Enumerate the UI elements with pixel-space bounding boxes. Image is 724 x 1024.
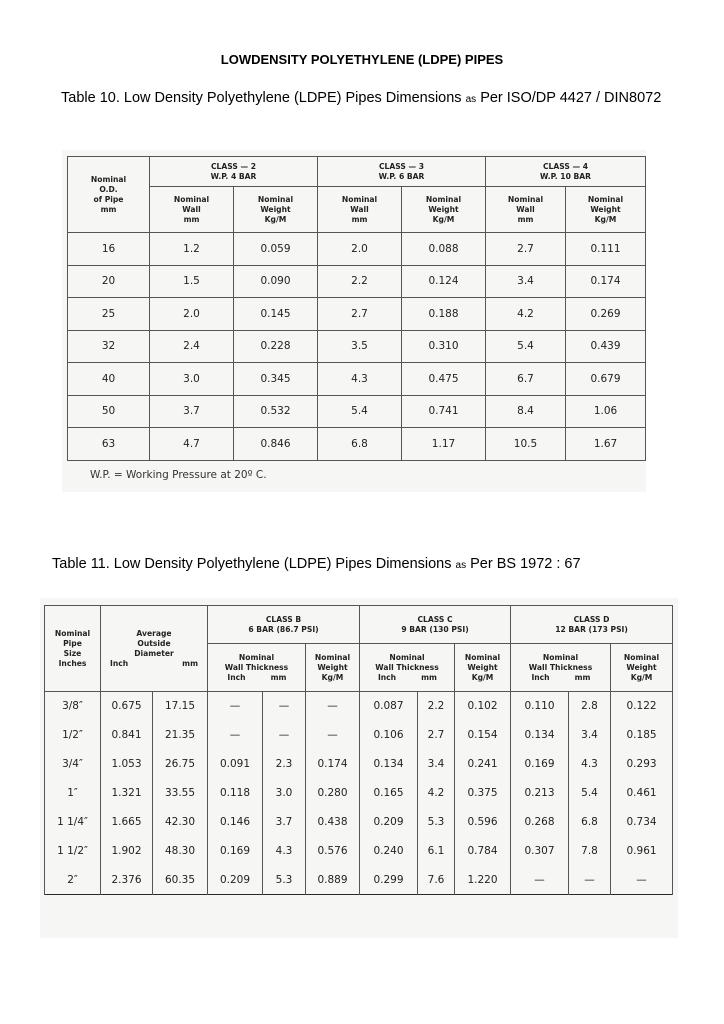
- table-cell: 0.461: [611, 779, 673, 808]
- table-cell: 2.3: [263, 750, 306, 779]
- table-row: [45, 866, 673, 895]
- table-row: [45, 779, 673, 808]
- table-cell: 17.15: [153, 692, 208, 721]
- table-cell: —: [306, 692, 360, 721]
- header-wall-thickness: Nominal Wall Thickness Inch mm: [360, 644, 455, 692]
- table-cell: 2.376: [101, 866, 153, 895]
- table-cell: 4.7: [150, 428, 234, 461]
- table-cell: 2.7: [318, 298, 402, 331]
- table11-caption-tail: Per BS 1972 : 67: [470, 556, 581, 572]
- table-cell: 0.124: [402, 265, 486, 298]
- table-cell: 40: [68, 363, 150, 396]
- table-cell: 2.7: [418, 721, 455, 750]
- table-cell: —: [306, 721, 360, 750]
- table-cell: 0.679: [566, 363, 646, 396]
- header-wall: Nominal Wall mm: [150, 187, 234, 233]
- table-cell: 0.209: [208, 866, 263, 895]
- table-cell: 25: [68, 298, 150, 331]
- table11-caption: [52, 556, 581, 572]
- table-cell: 1.67: [566, 428, 646, 461]
- table-cell: 7.6: [418, 866, 455, 895]
- table-cell: —: [263, 692, 306, 721]
- table-cell: 6.8: [569, 808, 611, 837]
- table-cell: 42.30: [153, 808, 208, 837]
- table-cell: 0.734: [611, 808, 673, 837]
- table-cell: 50: [68, 395, 150, 428]
- table-cell: 0.122: [611, 692, 673, 721]
- header-weight: Nominal Weight Kg/M: [455, 644, 511, 692]
- table-cell: 0.438: [306, 808, 360, 837]
- table-cell: 0.841: [101, 721, 153, 750]
- table-cell: 2.2: [418, 692, 455, 721]
- table-cell: 6.8: [318, 428, 402, 461]
- table-cell: 2.7: [486, 233, 566, 266]
- table-cell: 0.576: [306, 837, 360, 866]
- header-wall-thickness: Nominal Wall Thickness Inch mm: [511, 644, 611, 692]
- table-row: [45, 721, 673, 750]
- table-cell: 20: [68, 265, 150, 298]
- table-cell: 1.053: [101, 750, 153, 779]
- table-cell: 5.4: [318, 395, 402, 428]
- header-wall: Nominal Wall mm: [486, 187, 566, 233]
- table-cell: 5.3: [263, 866, 306, 895]
- table-cell: 1.06: [566, 395, 646, 428]
- table-cell: 0.241: [455, 750, 511, 779]
- table-cell: —: [208, 692, 263, 721]
- table-cell: 0.532: [234, 395, 318, 428]
- header-weight: Nominal Weight Kg/M: [611, 644, 673, 692]
- table-cell: 5.4: [569, 779, 611, 808]
- header-class-d: CLASS D 12 BAR (173 PSI): [511, 606, 673, 644]
- header-average-od: Average Outside Diameter Inch mm: [101, 606, 208, 692]
- table-cell: 1.17: [402, 428, 486, 461]
- table-cell: 3.7: [263, 808, 306, 837]
- table-cell: 0.209: [360, 808, 418, 837]
- table-row: [45, 837, 673, 866]
- table-cell: 6.7: [486, 363, 566, 396]
- table-cell: 0.145: [234, 298, 318, 331]
- table10-body: [68, 233, 646, 461]
- table-cell: 0.146: [208, 808, 263, 837]
- table-cell: 0.307: [511, 837, 569, 866]
- table-cell: 2.8: [569, 692, 611, 721]
- table11-caption-main: Table 11. Low Density Polyethylene (LDPE) Pipes Dimensions: [52, 556, 452, 572]
- table-cell: 0.174: [566, 265, 646, 298]
- table-cell: 0.111: [566, 233, 646, 266]
- table-cell: —: [208, 721, 263, 750]
- table-cell: 0.310: [402, 330, 486, 363]
- table-row: [68, 330, 646, 363]
- table-cell: 0.375: [455, 779, 511, 808]
- table-row: [68, 298, 646, 331]
- table-cell: 0.134: [360, 750, 418, 779]
- table-cell: 4.2: [486, 298, 566, 331]
- header-class-3: CLASS — 3 W.P. 6 BAR: [318, 157, 486, 187]
- table-cell: 0.784: [455, 837, 511, 866]
- table-cell: 2.2: [318, 265, 402, 298]
- table-cell: 0.293: [611, 750, 673, 779]
- header-weight: Nominal Weight Kg/M: [566, 187, 646, 233]
- table11-body: [45, 692, 673, 895]
- table10-scan: [62, 150, 646, 492]
- table-cell: 1.321: [101, 779, 153, 808]
- table-cell: 1.665: [101, 808, 153, 837]
- table-cell: 7.8: [569, 837, 611, 866]
- table-cell: 0.090: [234, 265, 318, 298]
- table-cell: 1″: [45, 779, 101, 808]
- table-cell: 0.106: [360, 721, 418, 750]
- table-cell: 3/4″: [45, 750, 101, 779]
- table11: [44, 605, 673, 895]
- table-cell: 3.4: [486, 265, 566, 298]
- table-cell: 1.2: [150, 233, 234, 266]
- table-cell: 0.345: [234, 363, 318, 396]
- table11-scan: [40, 598, 678, 938]
- table-cell: 5.4: [486, 330, 566, 363]
- table-cell: 0.889: [306, 866, 360, 895]
- table-cell: 0.240: [360, 837, 418, 866]
- table-cell: 63: [68, 428, 150, 461]
- table-cell: 3.5: [318, 330, 402, 363]
- table-cell: 0.846: [234, 428, 318, 461]
- table-cell: —: [569, 866, 611, 895]
- table-row: [45, 692, 673, 721]
- table-cell: —: [511, 866, 569, 895]
- table-cell: 0.169: [511, 750, 569, 779]
- table-cell: 3.0: [150, 363, 234, 396]
- table-cell: 1.220: [455, 866, 511, 895]
- table-row: [45, 808, 673, 837]
- table-cell: 0.088: [402, 233, 486, 266]
- table-cell: 1.902: [101, 837, 153, 866]
- table-cell: 60.35: [153, 866, 208, 895]
- table-cell: 0.596: [455, 808, 511, 837]
- table-cell: 1.5: [150, 265, 234, 298]
- table10-caption-main: Table 10. Low Density Polyethylene (LDPE) Pipes Dimensions: [61, 90, 462, 106]
- table-cell: 0.110: [511, 692, 569, 721]
- table11-caption-as: as: [455, 560, 467, 571]
- table-cell: 0.475: [402, 363, 486, 396]
- table-cell: 0.228: [234, 330, 318, 363]
- table-cell: 1 1/2″: [45, 837, 101, 866]
- header-class-4: CLASS — 4 W.P. 10 BAR: [486, 157, 646, 187]
- table-row: [68, 363, 646, 396]
- table-cell: 2″: [45, 866, 101, 895]
- table-row: [45, 750, 673, 779]
- table-cell: 8.4: [486, 395, 566, 428]
- table-row: [68, 233, 646, 266]
- table-cell: 0.174: [306, 750, 360, 779]
- table-cell: 48.30: [153, 837, 208, 866]
- table-cell: 1 1/4″: [45, 808, 101, 837]
- table-cell: 0.675: [101, 692, 153, 721]
- table-cell: 16: [68, 233, 150, 266]
- table10-caption-tail: Per ISO/DP 4427 / DIN8072: [480, 90, 662, 106]
- table-cell: 5.3: [418, 808, 455, 837]
- table-cell: 26.75: [153, 750, 208, 779]
- table-cell: 3.0: [263, 779, 306, 808]
- table-cell: 0.091: [208, 750, 263, 779]
- table-cell: 3.7: [150, 395, 234, 428]
- table10-caption-as: as: [465, 94, 477, 105]
- table-cell: 0.154: [455, 721, 511, 750]
- table-row: [68, 428, 646, 461]
- table-cell: 0.188: [402, 298, 486, 331]
- table-cell: 0.280: [306, 779, 360, 808]
- table-cell: 0.299: [360, 866, 418, 895]
- table-cell: 4.3: [263, 837, 306, 866]
- header-weight: Nominal Weight Kg/M: [234, 187, 318, 233]
- table-row: [68, 265, 646, 298]
- table-cell: 0.268: [511, 808, 569, 837]
- header-weight: Nominal Weight Kg/M: [402, 187, 486, 233]
- table-cell: 4.2: [418, 779, 455, 808]
- table-cell: 0.165: [360, 779, 418, 808]
- table-cell: 4.3: [318, 363, 402, 396]
- table-cell: 0.087: [360, 692, 418, 721]
- table-cell: 0.185: [611, 721, 673, 750]
- header-weight: Nominal Weight Kg/M: [306, 644, 360, 692]
- table-cell: 2.0: [318, 233, 402, 266]
- header-wall: Nominal Wall mm: [318, 187, 402, 233]
- table-cell: 3/8″: [45, 692, 101, 721]
- table-cell: 0.059: [234, 233, 318, 266]
- table-cell: 0.102: [455, 692, 511, 721]
- working-pressure-note: W.P. = Working Pressure at 20º C.: [90, 469, 267, 481]
- table-cell: 10.5: [486, 428, 566, 461]
- table-cell: 1/2″: [45, 721, 101, 750]
- table10: [67, 156, 646, 461]
- header-nominal-size: Nominal Pipe Size Inches: [45, 606, 101, 692]
- table-cell: 32: [68, 330, 150, 363]
- table10-caption: [61, 90, 661, 106]
- page-title: LOWDENSITY POLYETHYLENE (LDPE) PIPES: [220, 52, 504, 67]
- table-cell: 3.4: [569, 721, 611, 750]
- table-cell: 0.741: [402, 395, 486, 428]
- table-cell: 33.55: [153, 779, 208, 808]
- table-cell: 2.4: [150, 330, 234, 363]
- table-cell: 0.169: [208, 837, 263, 866]
- table-cell: 0.118: [208, 779, 263, 808]
- table-cell: 0.134: [511, 721, 569, 750]
- table-cell: —: [263, 721, 306, 750]
- header-class-b: CLASS B 6 BAR (86.7 PSI): [208, 606, 360, 644]
- table-cell: 4.3: [569, 750, 611, 779]
- table-cell: 0.961: [611, 837, 673, 866]
- table-cell: —: [611, 866, 673, 895]
- header-wall-thickness: Nominal Wall Thickness Inch mm: [208, 644, 306, 692]
- table-cell: 21.35: [153, 721, 208, 750]
- table-cell: 0.213: [511, 779, 569, 808]
- table-row: [68, 395, 646, 428]
- header-class-c: CLASS C 9 BAR (130 PSI): [360, 606, 511, 644]
- header-class-2: CLASS — 2 W.P. 4 BAR: [150, 157, 318, 187]
- table-cell: 6.1: [418, 837, 455, 866]
- table-cell: 0.269: [566, 298, 646, 331]
- table-cell: 3.4: [418, 750, 455, 779]
- table-cell: 0.439: [566, 330, 646, 363]
- table-cell: 2.0: [150, 298, 234, 331]
- header-nominal-od: Nominal O.D. of Pipe mm: [68, 157, 150, 233]
